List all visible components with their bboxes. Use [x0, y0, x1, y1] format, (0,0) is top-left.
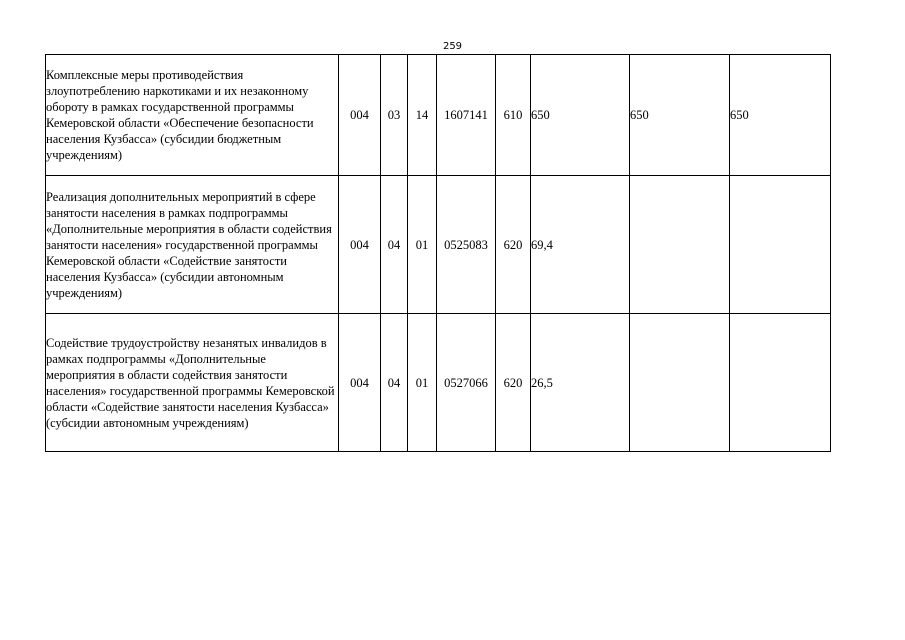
- ministry-code: 004: [339, 55, 381, 176]
- section-code: 04: [381, 314, 408, 452]
- target-article-code: 0525083: [437, 176, 496, 314]
- amount-year-2: 650: [630, 55, 730, 176]
- amount-year-3: [730, 176, 831, 314]
- subsection-code: 01: [408, 176, 437, 314]
- row-description: Реализация дополнительных мероприятий в сфере занятости населения в рамках подпрограммы «Дополнительные мероприятия в области содействия занятости населения» государственной программы Кемеровской области «Содействие занятости населения Кузбасса» (субсидии автономным учреждениям): [46, 176, 339, 314]
- row-description: Комплексные меры противодействия злоупотреблению наркотиками и их незаконному обороту в рамках государственной программы Кемеровской области «Обеспечение безопасности населения Кузбасса» (субсидии бюджетным учреждениям): [46, 55, 339, 176]
- ministry-code: 004: [339, 314, 381, 452]
- amount-year-1: 650: [531, 55, 630, 176]
- amount-year-2: [630, 314, 730, 452]
- amount-year-3: [730, 314, 831, 452]
- expense-type-code: 620: [496, 176, 531, 314]
- expense-type-code: 620: [496, 314, 531, 452]
- target-article-code: 0527066: [437, 314, 496, 452]
- section-code: 04: [381, 176, 408, 314]
- ministry-code: 004: [339, 176, 381, 314]
- subsection-code: 14: [408, 55, 437, 176]
- section-code: 03: [381, 55, 408, 176]
- amount-year-3: 650: [730, 55, 831, 176]
- amount-year-1: 69,4: [531, 176, 630, 314]
- amount-year-2: [630, 176, 730, 314]
- expense-type-code: 610: [496, 55, 531, 176]
- page-number: 259: [442, 41, 463, 52]
- table-row: [46, 176, 831, 314]
- target-article-code: 1607141: [437, 55, 496, 176]
- table-row: [46, 314, 831, 452]
- row-description: Содействие трудоустройству незанятых инвалидов в рамках подпрограммы «Дополнительные мероприятия в области содействия занятости населения» государственной программы Кемеровской области «Содействие занятости населения Кузбасса» (субсидии автономным учреждениям): [46, 314, 339, 452]
- amount-year-1: 26,5: [531, 314, 630, 452]
- subsection-code: 01: [408, 314, 437, 452]
- budget-table: [45, 54, 831, 452]
- table-row: [46, 55, 831, 176]
